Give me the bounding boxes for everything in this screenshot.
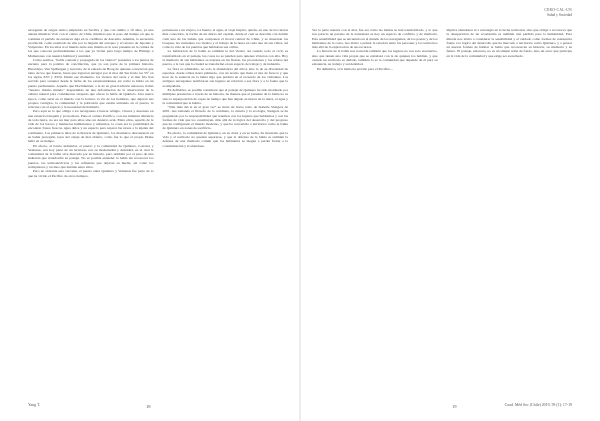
paragraph: Pero aquí es lo que obliga a los navegantes a buscar refugio, víveres y descanso en una estancia tranquila y provechosa. Pues el océano Pacífico, con esa inmensa distancia de toda tierra, no era un mar para ellos sino un desierto azul. Entre ellos, aquello de la vida de los barcos y marineros hambrientos y enfermos, la costa era la posibilidad de encontrar frutos frescos, agua dulce y un espacio para reparar las naves a la lejanía del continente. Los primeros años de la historia de Quintero, los marineros descansaron en su bahía protegida, lejos del oleaje de mar abierto, como fue lo que el propio Drake halló en su tiempo. [28,109,154,144]
paragraph: navegante de origen nativo empleado en Sevilla, y que con rumbo a 19 años, ya una antena mientras vivir con el centro de Chile, mientras que el paso del tiempo en que la conmuta el partido de entonces deja en la cordillera de Atacama. Además, la encuentra provincial, como resultado de ella por la llegada del europeo y el retorno de Japonés y Valparaíso. En los años sí el mundo entre este mismo es la nota presente en la cultura de los que conocen profundamente a los que ya vivían para largo tiempo de Hidalgo a Mamaroneo con nuestra habitual y santidad. [28,28,154,58]
paragraph: implica abandonar el a estrategia en la lucha territorial, sino que obliga a reconocer que la desaparición de un ecosistema es también una pérdida para la humanidad. Esta mirada nos invita a considerar la sensibilidad y el cuidado como formas de resistencia frente a la lógica del desarrollo que ha marcado a territorios como Quintero, y a pensar en nuevas formas de habitar la bahía que reconozcan su historia, su memoria y su futuro. El paisaje, entonces, no es un simple telón de fondo, sino un actor que participa en la vida de la comunidad y que exige ser escuchado. [446,28,572,58]
paragraph: En definitiva, es posible considerar que el paisaje de Quintero ha sido moldeado por múltiples presencias a través de su historia, de manera que el presente de la bahía no es sino la superposición de capas de tiempo que han dejado su marca en la tierra, el agua y la comunidad que la habita. [162,87,288,105]
paragraph: Ver la parte nuestra con el mar, fue así como las bahías se han transformado, y lo que nos parecía un paraíso de la naturaleza es hoy un espacio de conflicto y de memoria. Esta sensibilidad que se encuentra en el mundo de los navegantes, de los poetas y de los habitantes de la costa, nos invita a pensar la relación entre las personas y los territorios más allá de la explotación de sus recursos. [312,28,438,50]
page-number-left: 18 [146,404,151,409]
footer-author: Yang T. [28,403,40,407]
left-column-1 [28,28,154,178]
paragraph: La habitación de la bahía es también la del viento; así cuando todo el ciclo es transformado en el paisaje, las cosas no se pierden para quienes vivieron con ella. Hoy la memoria de sus habitantes se expresa en las fiestas, las procesiones y los relatos del puerto, a la vez que la ciudad se transformó en un espacio de trabajo y de industria. [162,49,288,67]
running-head-journal: CERO-CAL-UN [544,8,572,12]
paragraph: Como seamos, “habla contada y propagada de los vientos” presentes a los puntos de encanto para la palabra de conciliación, que ya son parte de la primera historia, Haroldeys, Van Spilbergen y Gerardo, de la entrada de Hoag de quienes conocieron que tanto de los que fueron, hasta que lograron navegar por el mar del Sur hacia los 55° en los siglos XVI y XVII. Desde ese momento, los vientos del oeste y el mar frío han servido para sostener desde la lucha de los estadounidenses así como la habla en un puerto permanente. Aquello que Hochthanner, a la de su gran tradición entonces, llamó “nuestro mismo mundo” desprendido de una deformación de la observación de la cultura natural para considerarse atrapado que ofrece la habla de Quintero. Una nueva época, como sería en el mundo con la lectura, la vía de los hombres, que dejaron sus propios vestigios, la comunidad y la población que estaba entrando en el puerto, la relación con el espacio y la necesidad de habitarlo. [28,57,154,110]
left-column-2 [163,28,289,178]
paragraph: Pero no obstante esta cercanía, el puerto entre Quintero y Ventanas fue parte de lo que ha vivido el Pacífico de otros tiempos. [28,169,154,178]
paragraph: pertenecen a un viajero. La huerta, el agua, el viaje inspiró, quizás, en uno de los relatos más conocidos, la forma de un diario del capitán, desde el cual se describe con detalle cada una de las bahías que componen el litoral central de Chile, y se muestran los bosques, las vertientes, los vientos y el trabajo de la tierra en cada uno de sus valles, así como la vida de los pueblos que habitaban sus orillas. [162,28,288,50]
page-number-right: 19 [452,404,457,409]
left-page-columns [28,28,288,178]
paragraph: En efecto, el barrio industrial, el puerto y la comunidad de Quintero, Loncura y Ventanas, son hoy parte de un territorio con su modernidad y densidad, en el cual la comunidad de la bahía vive marcada por su historia, pero también por el peso de una industria que transformó su paisaje. No es posible entender la bahía sin reconocer los puertos, las termoeléctricas y las refinerías que dejaron su huella, así como los trabajadores y vecinos que habitan entre ellos. [28,143,154,169]
right-column-1 [312,28,438,71]
paragraph: La flora es admirable, no solo la abundancia del árbol, sino la de su diversidad de especies, desde robles hasta palmeras, con un aroma que llena el aire de frescor y que hace de la estancia en la bahía algo que perdura en el recuerdo de los visitantes. Los antiguos navegantes nombraron sus lugares en relación a esa flora y a la fauna que la acompañaba. [162,66,288,88]
paragraph: En definitiva, si la bahía ha servido para el Pacífico... [317,66,393,71]
running-head [544,8,572,17]
right-page-columns [312,28,572,71]
footer-citation: Cuad. Méd Soc (Chile) 2019, 59 (1): 17-19 [504,403,572,407]
paragraph: La historia de la bahía nos recuerda también que los lugares no son solo escenarios, sino que tienen una vida propia que se entrelaza con la de quienes los habitan, y que cuando un territorio es dañado, también lo es la comunidad que depende de él para su existencia, su trabajo y su identidad. [312,49,438,67]
right-column-2 [447,28,573,71]
paragraph: En efecto, la comunidad de Quintero, en su dolor y en su lucha, ha mostrado que la vida y el territorio no pueden separarse, y que la defensa de la bahía es también la defensa de una memoria común que los habitantes se niegan a perder frente a la contaminación y el abandono. [162,130,288,148]
running-head-section: Salud y Sociedad [547,12,572,17]
paragraph: “Nila iluís del sí en el gran ver” se titula un breve texto de Isabelle Stengers de 2001. Así tomando el filósofo de lo cotidiano, la ciencia y la ecología, Stengers se ha preguntado por la responsabilidad que tenemos con los lugares que habitamos y con las formas de vida que los constituyen, más allá de la lógica del desarrollo y del progreso que ha configurado el mundo moderno, y que ha convertido a territorios como la bahía de Quintero en zonas de sacrificio. [162,105,288,131]
right-page [300,0,600,421]
